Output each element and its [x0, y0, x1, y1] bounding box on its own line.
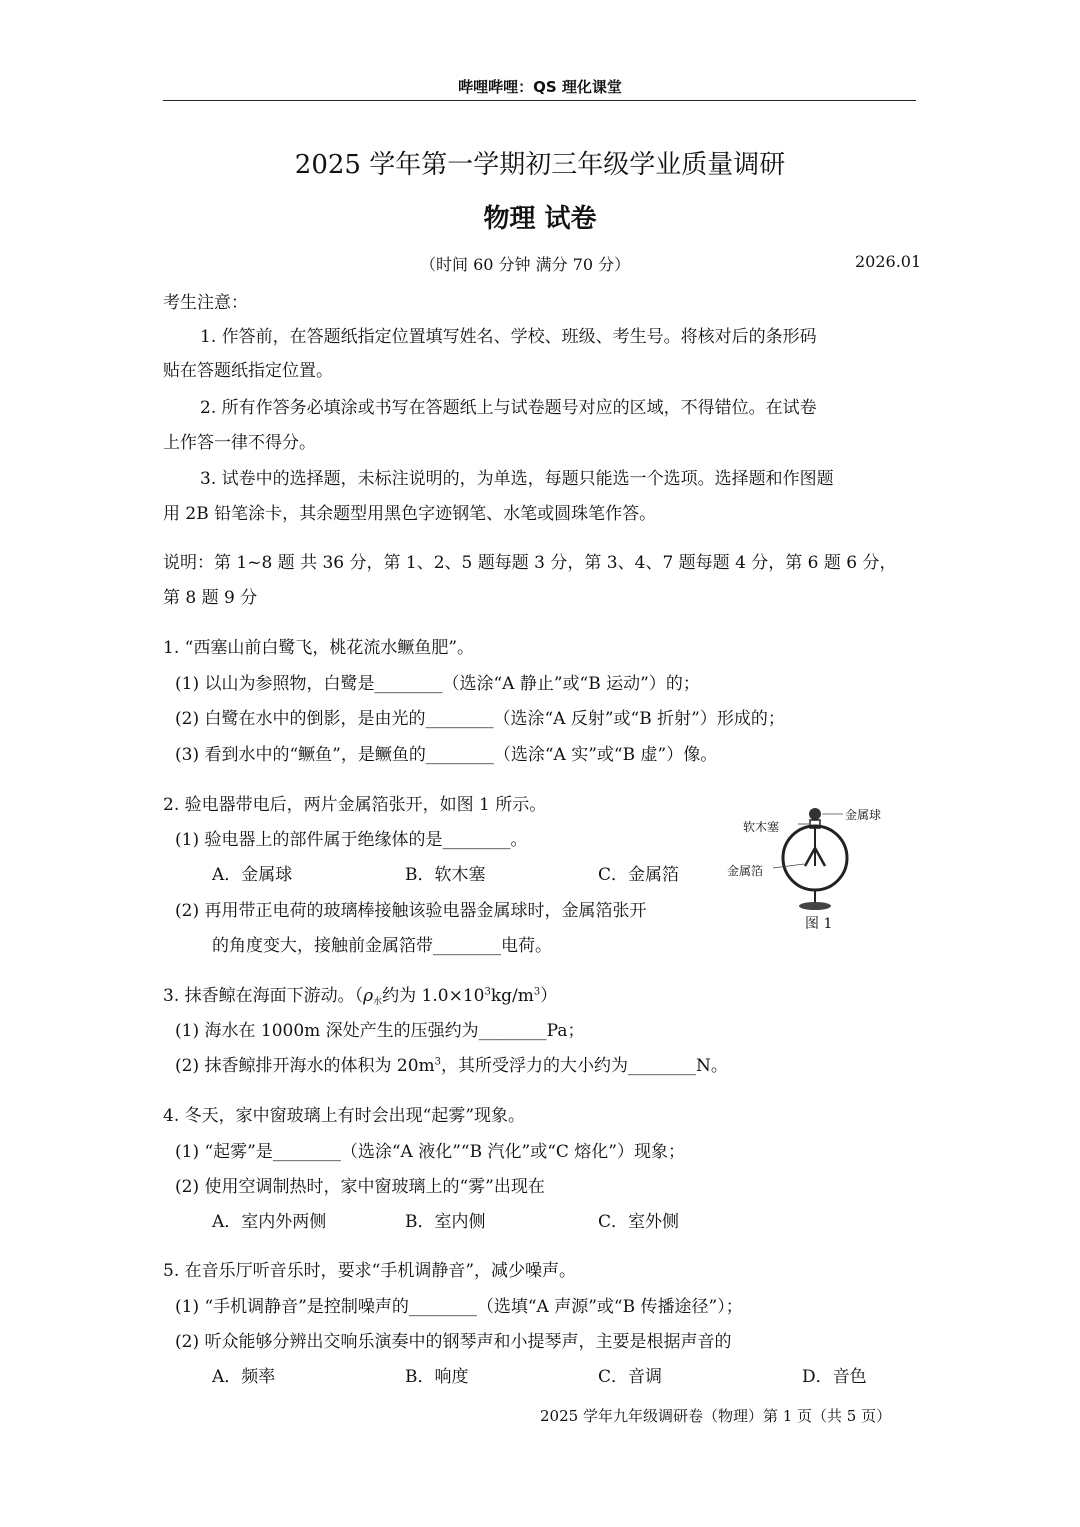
- metal-ball: [809, 808, 821, 820]
- q4-stem: 4. 冬天，家中窗玻璃上有时会出现“起雾”现象。: [163, 1106, 526, 1126]
- notice-item-2a: 2. 所有作答务必填涂或书写在答题纸上与试卷题号对应的区域，不得错位。在试卷: [200, 398, 817, 418]
- notice-item-1b: 贴在答题纸指定位置。: [163, 361, 333, 381]
- stand-base: [799, 902, 831, 910]
- q5-option-d: D．音色: [802, 1367, 867, 1387]
- q5-option-a: A．频率: [212, 1367, 276, 1387]
- notice-item-3b: 用 2B 铅笔涂卡，其余题型用黑色字迹钢笔、水笔或圆珠笔作答。: [163, 504, 657, 524]
- instructions-line-2: 第 8 题 9 分: [163, 588, 258, 608]
- q2-option-b: B．软木塞: [405, 865, 486, 885]
- q3-part-2: (2) 抹香鲸排开海水的体积为 $20m^3$，其所受浮力的大小约为________N。: [175, 1056, 728, 1076]
- exam-subject: 物理 试卷: [483, 204, 597, 234]
- label-metal-ball: 金属球: [845, 808, 882, 822]
- q2-part-1: (1) 验电器上的部件属于绝缘体的是________。: [175, 830, 528, 850]
- q3-part-1: (1) 海水在 1000m 深处产生的压强约为________Pa；: [175, 1021, 585, 1041]
- rho-symbol: ρ: [363, 986, 374, 1006]
- q2-part-2b: 的角度变大，接触前金属箔带________电荷。: [212, 936, 552, 956]
- q2-option-a: A．金属球: [212, 865, 293, 885]
- label-metal-foil: 金属箔: [727, 864, 764, 878]
- q1-part-1: (1) 以山为参照物，白鹭是________（选涂“A 静止”或“B 运动”）的；: [175, 674, 700, 694]
- leader-foil: [773, 864, 804, 868]
- q4-option-a: A．室内外两侧: [212, 1212, 327, 1232]
- notice-heading: 考生注意：: [163, 293, 248, 313]
- q3-stem: 3. 抹香鲸在海面下游动。（ρ水约为 $1.0\times 10^3kg/m^3$）: [163, 986, 558, 1007]
- q1-part-2: (2) 白鹭在水中的倒影，是由光的________（选涂“A 反射”或“B 折射”）形成的；: [175, 709, 785, 729]
- q2-option-c: C．金属箔: [598, 865, 680, 885]
- q2-stem: 2. 验电器带电后，两片金属箔张开，如图 1 所示。: [163, 795, 547, 815]
- figure-caption: 图 1: [805, 916, 833, 932]
- q4-part-1: (1) “起雾”是________（选涂“A 液化”“B 汽化”或“C 熔化”）现象；: [175, 1142, 685, 1162]
- q4-part-2: (2) 使用空调制热时，家中窗玻璃上的“雾”出现在: [175, 1177, 545, 1197]
- q4-option-b: B．室内侧: [405, 1212, 486, 1232]
- electroscope-figure: [725, 800, 915, 935]
- header-rule: [163, 100, 916, 101]
- q4-option-c: C．室外侧: [598, 1212, 680, 1232]
- exam-time-info: （时间 60 分钟 满分 70 分）: [420, 255, 631, 274]
- exam-title: 2025 学年第一学期初三年级学业质量调研: [294, 150, 786, 180]
- q1-stem: 1. “西塞山前白鹭飞，桃花流水鳜鱼肥”。: [163, 638, 475, 658]
- instructions-line-1: 说明：第 1~8 题 共 36 分，第 1、2、5 题每题 3 分，第 3、4、7 题每题 4 分，第 6 题 6 分，: [163, 553, 897, 573]
- q5-part-1: (1) “手机调静音”是控制噪声的________（选填“A 声源”或“B 传播途径”）；: [175, 1297, 743, 1317]
- q5-stem: 5. 在音乐厅听音乐时，要求“手机调静音”，减少噪声。: [163, 1261, 577, 1281]
- notice-item-1a: 1. 作答前，在答题纸指定位置填写姓名、学校、班级、考生号。将核对后的条形码: [200, 327, 817, 347]
- header-source: 哔哩哔哩：QS 理化课堂: [458, 78, 622, 96]
- q2-part-2a: (2) 再用带正电荷的玻璃棒接触该验电器金属球时，金属箔张开: [175, 901, 647, 921]
- label-cork: 软木塞: [743, 820, 780, 834]
- q5-part-2: (2) 听众能够分辨出交响乐演奏中的钢琴声和小提琴声，主要是根据声音的: [175, 1332, 732, 1352]
- q5-option-b: B．响度: [405, 1367, 469, 1387]
- page-footer: 2025 学年九年级调研卷（物理）第 1 页（共 5 页）: [540, 1407, 892, 1425]
- q5-option-c: C．音调: [598, 1367, 663, 1387]
- notice-item-2b: 上作答一律不得分。: [163, 433, 316, 453]
- notice-item-3a: 3. 试卷中的选择题，未标注说明的，为单选，每题只能选一个选项。选择题和作图题: [200, 469, 834, 489]
- q1-part-3: (3) 看到水中的“鳜鱼”，是鳜鱼的________（选涂“A 实”或“B 虚”）像。: [175, 745, 718, 765]
- exam-date: 2026.01: [855, 252, 922, 271]
